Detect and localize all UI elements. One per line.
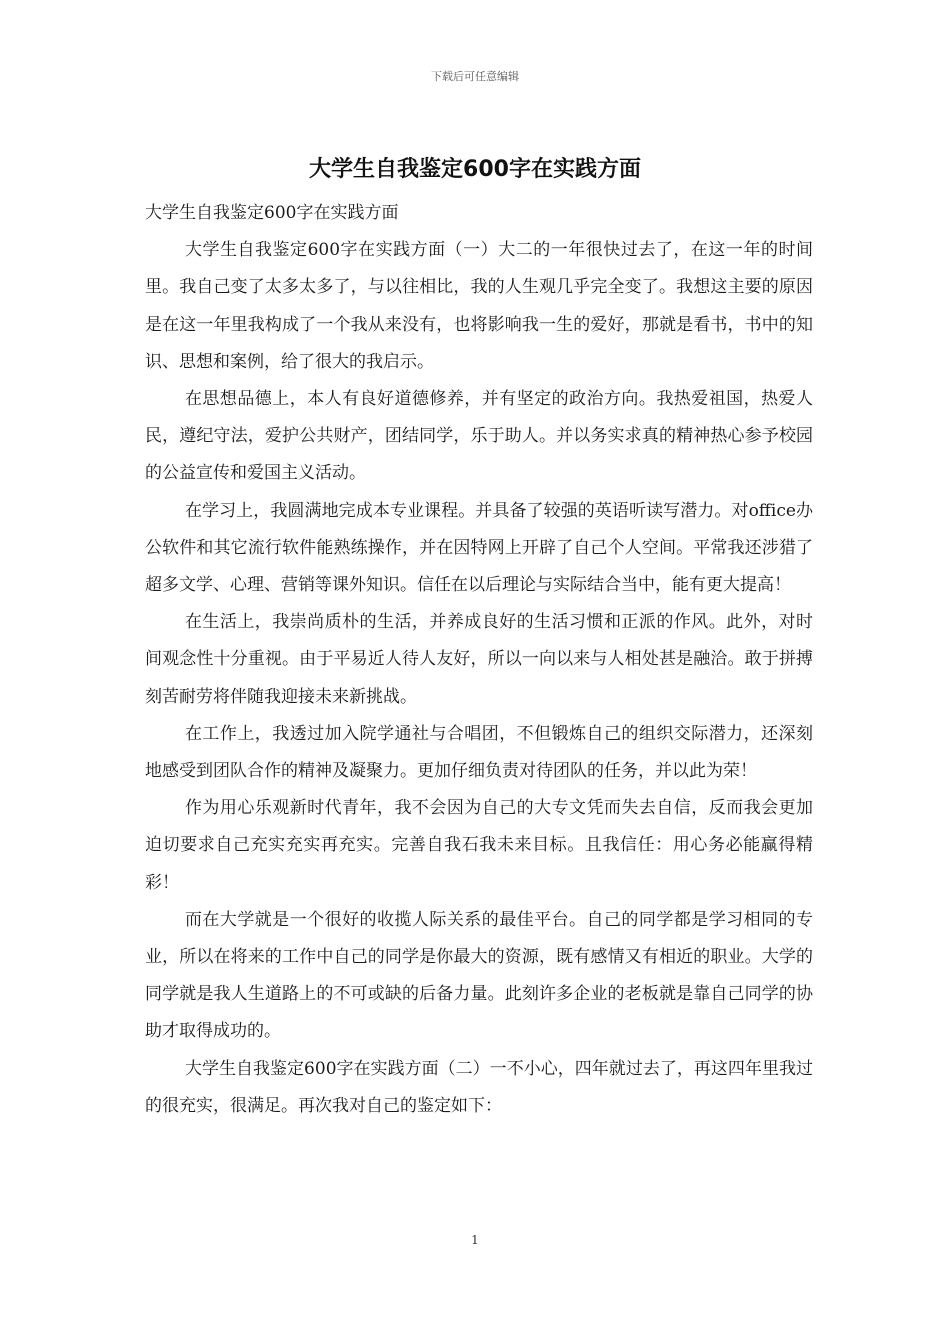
- paragraph: 在学习上，我圆满地完成本专业课程。并具备了较强的英语听读写潜力。对office办公软件和其它流行软件能熟练操作，并在因特网上开辟了自己个人空间。平常我还涉猎了超多文学、心理、营销等课外知识。信任在以后理论与实际结合当中，能有更大提高！: [145, 500, 813, 596]
- paragraph: 在思想品德上，本人有良好道德修养，并有坚定的政治方向。我热爱祖国，热爱人民，遵纪守法，爱护公共财产，团结同学，乐于助人。并以务实求真的精神热心参予校园的公益宣传和爱国主义活动。: [145, 389, 813, 484]
- page-header: 下载后可任意编辑: [431, 70, 519, 83]
- document-title: 大学生自我鉴定600字在实践方面: [309, 157, 641, 182]
- paragraph: 在工作上，我透过加入院学通社与合唱团，不但锻炼自己的组织交际潜力，还深刻地感受到团队合作的精神及凝聚力。更加仔细负责对待团队的任务，并以此为荣！: [145, 723, 813, 782]
- paragraph: 大学生自我鉴定600字在实践方面（二）一不小心，四年就过去了，再这四年里我过的很充实，很满足。再次我对自己的鉴定如下：: [145, 1058, 813, 1116]
- subtitle-line: 大学生自我鉴定600字在实践方面: [145, 203, 399, 223]
- paragraph: 大学生自我鉴定600字在实践方面（一）大二的一年很快过去了，在这一年的时间里。我自己变了太多太多了，与以往相比，我的人生观几乎完全变了。我想这主要的原因是在这一年里我构成了一个我从来没有，也将影响我一生的爱好，那就是看书，书中的知识、思想和案例，给了很大的我启示。: [145, 240, 813, 372]
- paragraph: 在生活上，我崇尚质朴的生活，并养成良好的生活习惯和正派的作风。此外，对时间观念性十分重视。由于平易近人待人友好，所以一向以来与人相处甚是融洽。敢于拼搏刻苦耐劳将伴随我迎接未来新挑战。: [145, 612, 813, 707]
- document-body: [145, 195, 813, 1125]
- paragraph: 作为用心乐观新时代青年，我不会因为自己的大专文凭而失去自信，反而我会更加迫切要求自己充实充实再充实。完善自我石我未来目标。且我信任：用心务必能赢得精彩！: [145, 798, 813, 893]
- paragraph: 而在大学就是一个很好的收揽人际关系的最佳平台。自己的同学都是学习相同的专业，所以在将来的工作中自己的同学是你最大的资源，既有感情又有相近的职业。大学的同学就是我人生道路上的不可或缺的后备力量。此刻许多企业的老板就是靠自己同学的协助才取得成功的。: [145, 909, 813, 1042]
- page-number: 1: [471, 1233, 479, 1247]
